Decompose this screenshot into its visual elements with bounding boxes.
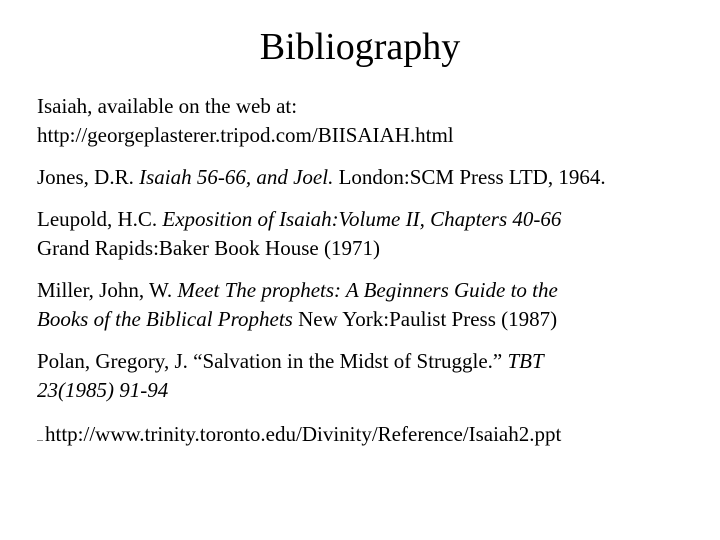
bibliography-entry-miller: [37, 276, 687, 334]
entry-publisher: New York:Paulist Press (1987): [292, 307, 558, 331]
entry-journal: TBT: [507, 349, 544, 373]
entry-publisher: Grand Rapids:Baker Book House (1971): [37, 236, 380, 260]
entry-line: [37, 376, 687, 405]
entry-author: Miller, John, W.: [37, 278, 178, 302]
page-title: Bibliography: [259, 26, 461, 68]
link-underline-mark: [37, 418, 43, 441]
entry-article-title: “Salvation in the Midst of Struggle.”: [193, 349, 508, 373]
trinity-link[interactable]: http://www.trinity.toronto.edu/Divinity/Reference/Isaiah2.ppt: [45, 422, 562, 446]
bibliography-entry-isaiah-web: [37, 92, 687, 150]
entry-text: Isaiah, available on the web at:: [37, 94, 298, 118]
entry-line: [37, 276, 687, 305]
entry-line: [37, 347, 687, 376]
bibliography-entry-trinity: [37, 418, 687, 449]
entry-work-title-continued: Books of the Biblical Prophets: [37, 307, 293, 331]
entry-author: Polan, Gregory, J.: [37, 349, 194, 373]
bibliography-list: [37, 92, 687, 462]
entry-publisher: London:SCM Press LTD, 1964.: [333, 165, 606, 189]
entry-work-title: Meet The prophets: A Beginners Guide to the: [177, 278, 558, 302]
entry-author: Leupold, H.C.: [37, 207, 163, 231]
entry-url: http://georgeplasterer.tripod.com/BIISAIAH.html: [37, 123, 454, 147]
bibliography-entry-leupold: [37, 205, 687, 263]
entry-journal-issue: 23(1985) 91-94: [37, 378, 169, 402]
bibliography-entry-polan: [37, 347, 687, 405]
entry-work-title: Isaiah 56-66, and Joel.: [139, 165, 334, 189]
entry-work-title: Exposition of Isaiah:Volume II, Chapters 40-66: [162, 207, 562, 231]
entry-line: [37, 205, 687, 234]
entry-line: [37, 163, 687, 192]
entry-line: [37, 418, 687, 449]
entry-author: Jones, D.R.: [37, 165, 140, 189]
entry-line: [37, 305, 687, 334]
bibliography-entry-jones: [37, 163, 687, 192]
